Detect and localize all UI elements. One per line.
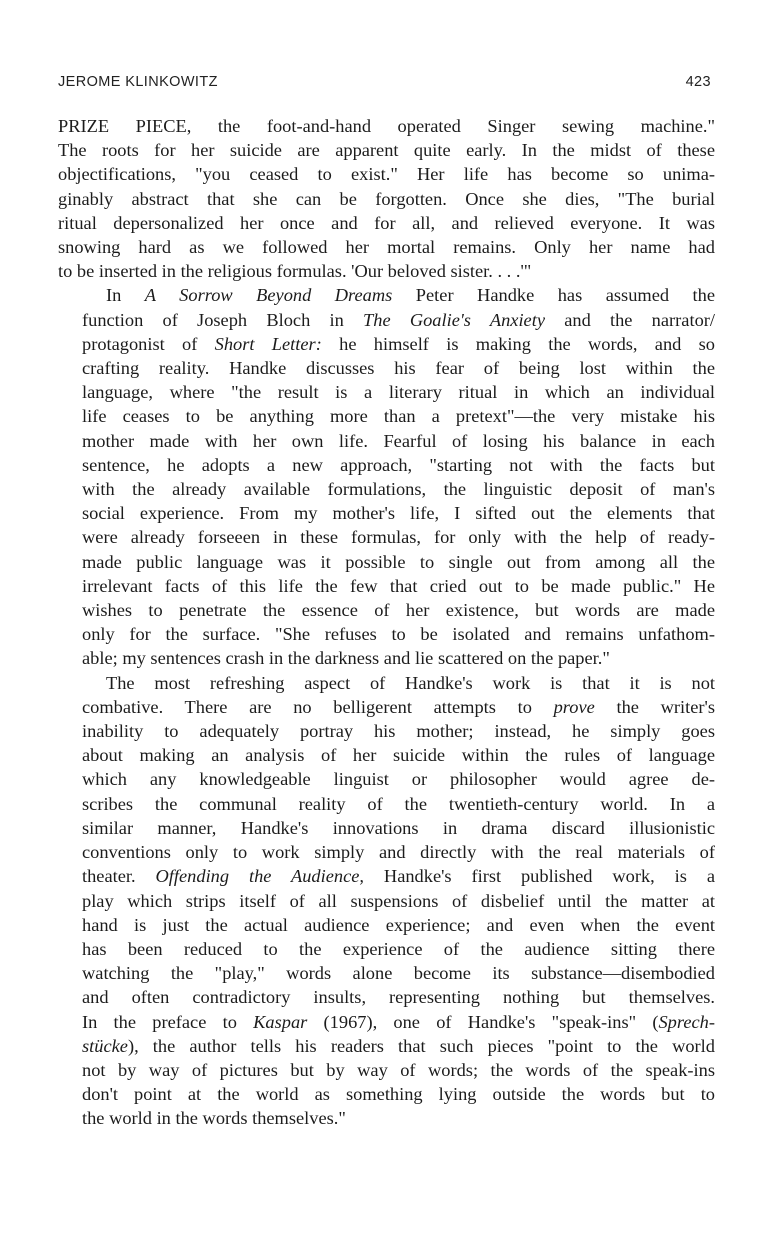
- paragraph: [58, 114, 715, 283]
- text-line: [58, 864, 715, 888]
- italic-title: Offending the Audience,: [155, 866, 365, 887]
- text-line: [58, 356, 715, 380]
- text-run: to be inserted in the religious formulas. 'Our beloved sister. . . .'": [58, 261, 532, 282]
- text-line: [58, 429, 715, 453]
- text-run: objectifications, "you ceased to exist." Her life has become so unima-: [58, 164, 715, 185]
- italic-title: prove: [553, 696, 595, 717]
- text-run: hand is just the actual audience experience; and even when the event: [82, 914, 715, 935]
- text-run: and often contradictory insults, representing nothing but themselves.: [82, 987, 715, 1008]
- text-line: [58, 501, 715, 525]
- text-line: [58, 308, 715, 332]
- text-run: the writer's: [594, 696, 715, 717]
- text-run: made public language was it possible to single out from among all the: [82, 551, 715, 572]
- text-run: able; my sentences crash in the darkness and lie scattered on the paper.": [82, 648, 610, 669]
- text-run: Handke's first published work, is a: [364, 866, 715, 887]
- text-line: [58, 1082, 715, 1106]
- text-line: [58, 622, 715, 646]
- text-line: [58, 816, 715, 840]
- text-run: he himself is making the words, and so: [321, 333, 715, 354]
- text-line: [58, 792, 715, 816]
- text-run: were already forseeen in these formulas, for only with the help of ready-: [82, 527, 715, 548]
- text-run: ritual depersonalized her once and for all, and relieved everyone. It was: [58, 212, 715, 233]
- paragraph: [58, 283, 715, 670]
- text-run: crafting reality. Handke discusses his fear of being lost within the: [82, 358, 715, 379]
- text-run: snowing hard as we followed her mortal remains. Only her name had: [58, 237, 715, 258]
- text-line: [58, 767, 715, 791]
- text-line: [58, 332, 715, 356]
- text-line: [58, 743, 715, 767]
- text-run: which any knowledgeable linguist or philosopher would agree de-: [82, 769, 715, 790]
- italic-title: Sprech-: [658, 1011, 715, 1032]
- text-line: [58, 259, 715, 283]
- text-line: [58, 162, 715, 186]
- text-run: function of Joseph Bloch in: [82, 309, 364, 330]
- text-line: [58, 235, 715, 259]
- text-line: [58, 525, 715, 549]
- text-run: the world in the words themselves.": [82, 1108, 346, 1129]
- text-run: social experience. From my mother's life, I sifted out the elements that: [82, 503, 715, 524]
- text-run: mother made with her own life. Fearful of losing his balance in each: [82, 430, 715, 451]
- text-line: [58, 477, 715, 501]
- text-run: Peter Handke has assumed the: [392, 285, 715, 306]
- text-run: In the preface to: [82, 1011, 254, 1032]
- text-line: [58, 187, 715, 211]
- text-run: has been reduced to the experience of the audience sitting there: [82, 938, 715, 959]
- italic-title: The Goalie's Anxiety: [363, 309, 545, 330]
- text-line: [58, 671, 715, 695]
- page-number: 423: [685, 74, 711, 90]
- text-line: [58, 380, 715, 404]
- text-run: not by way of pictures but by way of words; the words of the speak-ins: [82, 1059, 715, 1080]
- text-run: (1967), one of Handke's "speak-ins" (: [307, 1011, 659, 1032]
- text-line: [58, 889, 715, 913]
- text-run: watching the "play," words alone become its substance—disembodied: [82, 963, 715, 984]
- text-run: theater.: [82, 866, 156, 887]
- text-run: play which strips itself of all suspensions of disbelief until the matter at: [82, 890, 715, 911]
- text-run: scribes the communal reality of the twentieth-century world. In a: [82, 793, 715, 814]
- italic-title: A Sorrow Beyond Dreams: [144, 285, 393, 306]
- italic-title: stücke: [82, 1035, 128, 1056]
- text-run: sentence, he adopts a new approach, "starting not with the facts but: [82, 454, 715, 475]
- text-run: The most refreshing aspect of Handke's work is that it is not: [106, 672, 715, 693]
- text-run: only for the surface. "She refuses to be isolated and remains unfathom-: [82, 624, 715, 645]
- text-run: about making an analysis of her suicide within the rules of language: [82, 745, 715, 766]
- text-line: [58, 1106, 715, 1130]
- italic-title: Short Letter:: [214, 333, 322, 354]
- text-line: [58, 695, 715, 719]
- text-run: inability to adequately portray his mother; instead, he simply goes: [82, 721, 715, 742]
- text-line: [58, 138, 715, 162]
- text-run: irrelevant facts of this life the few that cried out to be made public." He: [82, 575, 715, 596]
- text-line: [58, 574, 715, 598]
- text-run: life ceases to be anything more than a pretext"—the very mistake his: [82, 406, 715, 427]
- text-line: [58, 550, 715, 574]
- text-run: protagonist of: [82, 333, 215, 354]
- text-run: similar manner, Handke's innovations in drama discard illusionistic: [82, 817, 715, 838]
- italic-title: Kaspar: [253, 1011, 308, 1032]
- paragraph: [58, 671, 715, 1131]
- text-run: and the narrator/: [545, 309, 715, 330]
- text-run: The roots for her suicide are apparent quite early. In the midst of these: [58, 140, 715, 161]
- text-run: ginably abstract that she can be forgotten. Once she dies, "The burial: [58, 188, 715, 209]
- text-run: ), the author tells his readers that such pieces "point to the world: [127, 1035, 715, 1056]
- text-line: [58, 1034, 715, 1058]
- text-line: [58, 913, 715, 937]
- text-run: language, where "the result is a literary ritual in which an individual: [82, 382, 715, 403]
- text-line: [58, 840, 715, 864]
- body-text: [58, 114, 715, 1131]
- text-line: [58, 114, 715, 138]
- text-run: combative. There are no belligerent attempts to: [82, 696, 554, 717]
- text-line: [58, 1010, 715, 1034]
- text-run: In: [106, 285, 145, 306]
- text-line: [58, 961, 715, 985]
- text-run: don't point at the world as something lying outside the words but to: [82, 1084, 715, 1105]
- text-line: [58, 646, 715, 670]
- text-line: [58, 453, 715, 477]
- text-line: [58, 937, 715, 961]
- text-run: PRIZE PIECE, the foot-and-hand operated Singer sewing machine.": [58, 116, 715, 136]
- running-head: [58, 74, 711, 90]
- text-line: [58, 1058, 715, 1082]
- text-run: with the already available formulations, the linguistic deposit of man's: [82, 479, 715, 500]
- text-line: [58, 404, 715, 428]
- text-line: [58, 283, 715, 307]
- text-line: [58, 598, 715, 622]
- text-run: conventions only to work simply and directly with the real materials of: [82, 842, 715, 863]
- text-line: [58, 211, 715, 235]
- text-line: [58, 719, 715, 743]
- author-name: JEROME KLINKOWITZ: [58, 74, 218, 90]
- text-line: [58, 985, 715, 1009]
- text-run: wishes to penetrate the essence of her existence, but words are made: [82, 600, 715, 621]
